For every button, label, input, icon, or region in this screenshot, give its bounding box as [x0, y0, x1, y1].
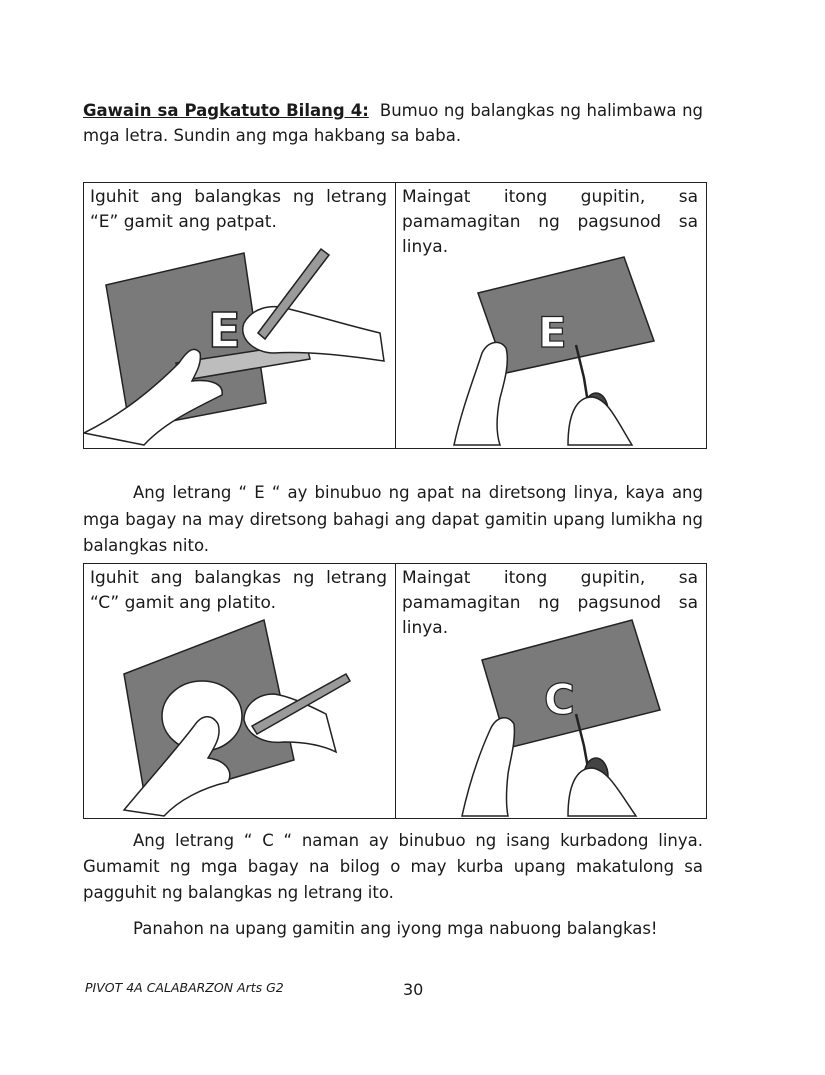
step-cell-trace-c	[84, 564, 395, 818]
page-number: 30	[403, 980, 424, 999]
step-cell-cut-e	[395, 183, 706, 448]
steps-table-c	[83, 563, 707, 819]
footer-source: PIVOT 4A CALABARZON Arts G2	[85, 980, 284, 995]
step-cell-cut-c	[395, 564, 706, 818]
step-text-trace-c: Iguhit ang balangkas ng letrang “C” gamit ang platito.	[90, 568, 387, 613]
activity-instruction: Bumuo ng balangkas ng halimbawa ng mga letra. Sundin ang mga hakbang sa baba.	[83, 101, 704, 145]
paragraph-final: Panahon na upang gamitin ang iyong mga nabuong balangkas!	[133, 919, 658, 938]
holding-hand	[454, 342, 507, 445]
letter-e-cutout: E	[538, 308, 567, 357]
paragraph-letter-c: Ang letrang “ C “ naman ay binubuo ng isang kurbadong linya. Gumamit ng mga bagay na bilog o may kurba upang makatulong sa pagguhit ng balangkas ng letrang ito.	[83, 831, 703, 902]
activity-label: Gawain sa Pagkatuto Bilang 4:	[83, 101, 369, 120]
letter-e-outline: E	[208, 303, 241, 359]
step-text-cut-c: Maingat itong gupitin, sa pamamagitan ng pagsunod sa linya.	[402, 568, 698, 638]
cutting-hand	[568, 397, 632, 445]
paragraph-letter-e: Ang letrang “ E “ ay binubuo ng apat na diretsong linya, kaya ang mga bagay na may diretsong bahagi ang dapat gamitin upang lumikha ng balangkas nito.	[83, 483, 703, 555]
cutting-hand	[568, 768, 636, 816]
step-text-cut-e: Maingat itong gupitin, sa pamamagitan ng pagsunod sa linya.	[402, 187, 698, 257]
step-cell-trace-e	[84, 183, 395, 448]
step-text-trace-e: Iguhit ang balangkas ng letrang “E” gamit ang patpat.	[90, 187, 387, 232]
activity-intro	[83, 98, 703, 148]
holding-hand	[462, 718, 514, 816]
steps-table-e	[83, 182, 707, 449]
letter-c-cutout: C	[544, 675, 575, 724]
